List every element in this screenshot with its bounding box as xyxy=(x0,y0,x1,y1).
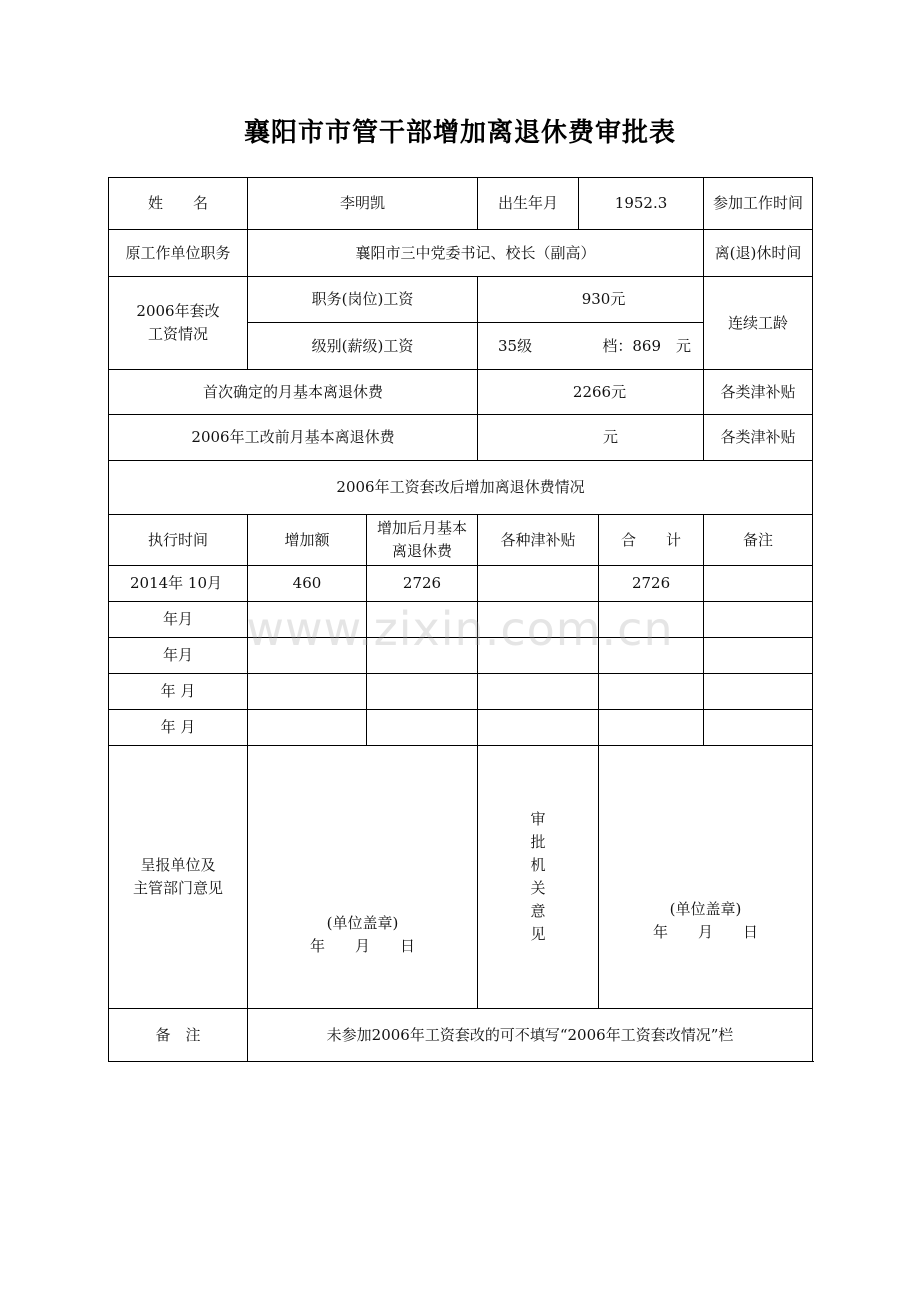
approval-authority-date: 年 月 日 xyxy=(653,923,759,941)
watermark: www.zixin.com.cn xyxy=(246,602,674,656)
detail-increase xyxy=(248,710,367,746)
detail-remark xyxy=(704,566,813,602)
remark-text: 未参加2006年工资套改的可不填写“2006年工资套改情况”栏 xyxy=(248,1009,813,1062)
detail-time: 2014年 10月 xyxy=(109,566,248,602)
grade-wage-value xyxy=(478,323,704,370)
grade-tier-amount: 档：869 元 xyxy=(602,336,692,355)
detail-new-base xyxy=(367,638,478,674)
unit-info-row xyxy=(109,230,813,277)
detail-new-base xyxy=(367,602,478,638)
grade-level: 35级 xyxy=(498,336,533,355)
detail-allowance xyxy=(478,602,599,638)
first-fee-row xyxy=(109,370,813,415)
detail-total xyxy=(599,602,704,638)
work-start-label: 参加工作时间 xyxy=(704,178,813,230)
detail-total xyxy=(599,638,704,674)
detail-time: 年月 xyxy=(109,602,248,638)
reform-wage-label-line2: 工资情况 xyxy=(147,325,208,343)
header-new-base xyxy=(367,515,478,566)
post-wage-amount: 930元 xyxy=(581,290,626,308)
report-unit-stamp: (单位盖章) xyxy=(326,914,399,932)
header-exec-time: 执行时间 xyxy=(109,515,248,566)
detail-allowance xyxy=(478,566,599,602)
report-unit-date: 年 月 日 xyxy=(310,937,416,955)
pre-reform-fee-value xyxy=(478,415,704,461)
detail-remark xyxy=(704,638,813,674)
detail-row xyxy=(109,674,813,710)
detail-increase xyxy=(248,638,367,674)
detail-total xyxy=(599,674,704,710)
header-allowance: 各种津补贴 xyxy=(478,515,599,566)
unit-label: 原工作单位职务 xyxy=(109,230,248,277)
approval-form-table xyxy=(108,177,813,1062)
pre-reform-fee-label: 2006年工改前月基本离退休费 xyxy=(109,415,478,461)
detail-time: 年 月 xyxy=(109,674,248,710)
detail-time: 年月 xyxy=(109,638,248,674)
post-wage-value xyxy=(478,277,704,323)
header-new-base-line1: 增加后月基本 xyxy=(377,519,468,537)
detail-row xyxy=(109,710,813,746)
detail-increase xyxy=(248,602,367,638)
birth-value: 1952.3 xyxy=(579,178,704,230)
report-unit-label-line1: 呈报单位及 xyxy=(140,856,216,874)
name-label: 姓 名 xyxy=(109,178,248,230)
reform-wage-row xyxy=(109,277,813,323)
remark-row xyxy=(109,1009,813,1062)
pre-reform-fee-unit: 元 xyxy=(603,428,619,446)
report-unit-label xyxy=(109,746,248,1009)
birth-label: 出生年月 xyxy=(478,178,579,230)
detail-row xyxy=(109,566,813,602)
detail-total: 2726 xyxy=(599,566,704,602)
detail-allowance xyxy=(478,710,599,746)
approval-authority-opinion xyxy=(599,746,813,1009)
detail-remark xyxy=(704,710,813,746)
approval-authority-stamp: (单位盖章) xyxy=(669,900,742,918)
first-fee-label: 首次确定的月基本离退休费 xyxy=(109,370,478,415)
post-wage-label: 职务(岗位)工资 xyxy=(248,277,478,323)
first-fee-value xyxy=(478,370,704,415)
header-increase: 增加额 xyxy=(248,515,367,566)
service-years-label: 连续工龄 xyxy=(704,277,813,370)
pre-reform-fee-row xyxy=(109,415,813,461)
detail-increase xyxy=(248,674,367,710)
detail-remark xyxy=(704,674,813,710)
detail-row xyxy=(109,602,813,638)
personal-info-row xyxy=(109,178,813,230)
remark-label: 备 注 xyxy=(109,1009,248,1062)
section-title-row xyxy=(109,461,813,515)
grade-wage-label: 级别(薪级)工资 xyxy=(248,323,478,370)
detail-header-row xyxy=(109,515,813,566)
reform-wage-label-line1: 2006年套改 xyxy=(136,302,220,320)
detail-allowance xyxy=(478,674,599,710)
detail-new-base xyxy=(367,710,478,746)
unit-value: 襄阳市三中党委书记、校长（副高） xyxy=(248,230,704,277)
detail-total xyxy=(599,710,704,746)
approval-authority-label xyxy=(478,746,599,1009)
retire-time-label: 离(退)休时间 xyxy=(704,230,813,277)
header-remark: 备注 xyxy=(704,515,813,566)
name-value: 李明凯 xyxy=(248,178,478,230)
reform-wage-label xyxy=(109,277,248,370)
detail-row xyxy=(109,638,813,674)
detail-increase: 460 xyxy=(248,566,367,602)
header-new-base-line2: 离退休费 xyxy=(392,542,453,560)
report-unit-label-line2: 主管部门意见 xyxy=(132,879,223,897)
detail-new-base xyxy=(367,674,478,710)
detail-new-base: 2726 xyxy=(367,566,478,602)
pre-allowance-label: 各类津补贴 xyxy=(704,415,813,461)
detail-time: 年 月 xyxy=(109,710,248,746)
first-fee-amount: 2266元 xyxy=(572,382,627,401)
detail-remark xyxy=(704,602,813,638)
form-title: 襄阳市市管干部增加离退休费审批表 xyxy=(243,118,676,148)
detail-allowance xyxy=(478,638,599,674)
section-title: 2006年工资套改后增加离退休费情况 xyxy=(109,461,813,515)
first-allowance-label: 各类津补贴 xyxy=(704,370,813,415)
approval-row xyxy=(109,746,813,1009)
header-total: 合 计 xyxy=(599,515,704,566)
report-unit-opinion xyxy=(248,746,478,1009)
approval-authority-text: 审批机关意见 xyxy=(530,810,546,943)
